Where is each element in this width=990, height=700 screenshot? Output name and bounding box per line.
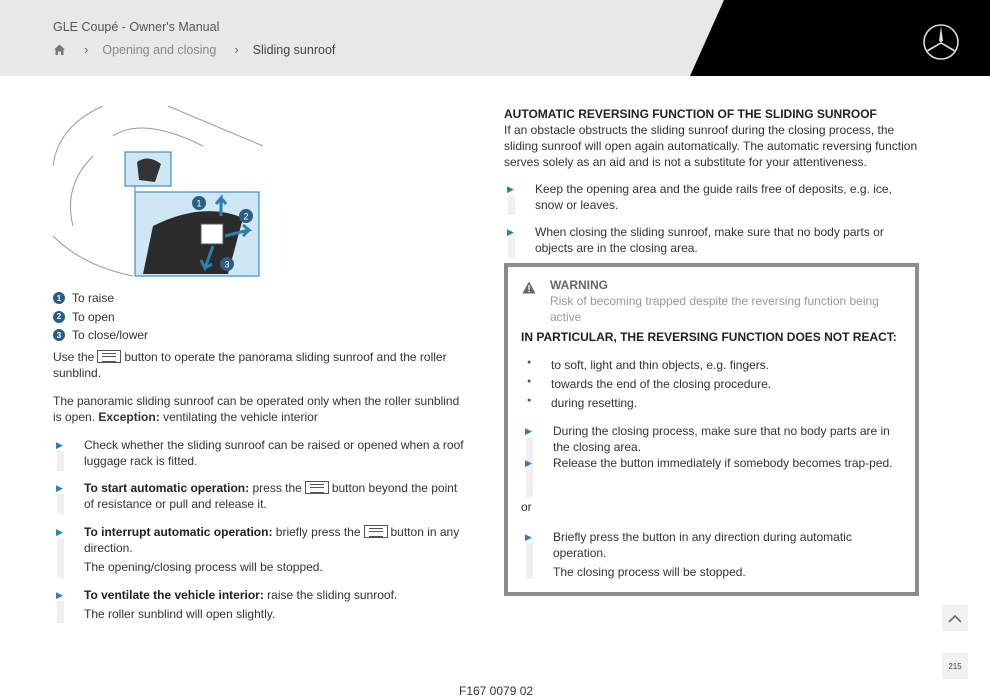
bullet-bar bbox=[57, 601, 64, 623]
arrow-icon: ▶ bbox=[525, 426, 532, 436]
page-badge-button[interactable] bbox=[942, 653, 968, 679]
list-item bbox=[56, 587, 468, 622]
usage-text: Use the bbox=[53, 350, 95, 364]
breadcrumb-current: Sliding sunroof bbox=[252, 42, 336, 57]
manual-title: GLE Coupé - Owner's Manual bbox=[53, 20, 220, 34]
warning-heading: IN PARTICULAR, THE REVERSING FUNCTION DOES NOT REACT: bbox=[521, 330, 897, 344]
list-item bbox=[525, 423, 893, 455]
step-text: Release the button immediately if somebody becomes trap-ped. bbox=[553, 456, 893, 470]
bullet-text: When closing the sliding sunroof, make sure that no body parts or objects are in the closing area. bbox=[535, 225, 884, 256]
page-badge: 215 bbox=[948, 661, 962, 671]
arrow-icon: ▶ bbox=[525, 532, 532, 542]
list-item: ● during resetting. bbox=[551, 396, 637, 410]
panoramic-text: The panoramic sliding sunroof can be operated only when the roller sunblind is open. bbox=[53, 394, 460, 425]
interrupt-label: To interrupt automatic operation: bbox=[84, 525, 273, 539]
arrow-icon: ▶ bbox=[507, 227, 514, 237]
bullet-bar bbox=[57, 538, 64, 578]
number-badge: 2 bbox=[53, 311, 65, 323]
exception-text: ventilating the vehicle interior bbox=[163, 410, 318, 425]
legend-label: To raise bbox=[72, 291, 115, 306]
bullet-bar bbox=[508, 238, 515, 258]
bullet-bar bbox=[526, 543, 533, 579]
figure-code: F167 0079 02 bbox=[459, 684, 534, 698]
chevron-right-icon: › bbox=[84, 42, 89, 57]
legend-label: To open bbox=[72, 309, 115, 324]
svg-text:3: 3 bbox=[224, 259, 230, 270]
list-item: ● towards the end of the closing procedure. bbox=[551, 377, 771, 391]
interrupt-text: briefly press the bbox=[275, 525, 361, 539]
svg-text:2: 2 bbox=[243, 211, 249, 222]
bullet-bar bbox=[57, 451, 64, 471]
legend-label: To close/lower bbox=[72, 328, 149, 343]
or-label: or bbox=[521, 500, 532, 514]
legend-item bbox=[53, 289, 148, 308]
start-text: button beyond the point of resistance or pull and release it. bbox=[84, 481, 458, 512]
ventilate-text: raise the sliding sunroof. bbox=[267, 588, 398, 602]
section-heading: AUTOMATIC REVERSING FUNCTION OF THE SLIDING SUNROOF bbox=[504, 107, 877, 121]
panoramic-paragraph bbox=[53, 393, 468, 425]
legend-item bbox=[53, 326, 148, 345]
start-label: To start automatic operation: bbox=[84, 481, 250, 495]
arrow-icon: ▶ bbox=[56, 590, 63, 600]
breadcrumb bbox=[53, 42, 335, 57]
arrow-icon: ▶ bbox=[56, 527, 63, 537]
sunroof-button-icon bbox=[364, 525, 388, 538]
number-badge: 3 bbox=[53, 329, 65, 341]
bullet-bar bbox=[57, 494, 64, 514]
arrow-icon: ▶ bbox=[525, 458, 532, 468]
scroll-top-button[interactable] bbox=[942, 605, 968, 631]
step-result: The closing process will be stopped. bbox=[553, 565, 746, 580]
intro-paragraph: If an obstacle obstructs the sliding sunroof during the closing process, the sliding sunroof will open again automatically. The automatic reversing function serves solely as an aid and is not a substitute for your attentiveness. bbox=[504, 123, 918, 170]
usage-paragraph bbox=[53, 349, 468, 381]
ventilate-result: The roller sunblind will open slightly. bbox=[84, 607, 276, 622]
arrow-icon: ▶ bbox=[507, 184, 514, 194]
number-badge: 1 bbox=[53, 292, 65, 304]
list-item bbox=[507, 181, 920, 213]
check-text: Check whether the sliding sunroof can be raised or opened when a roof luggage rack is fitted. bbox=[84, 438, 464, 469]
step-text: Briefly press the button in any direction during automatic operation. bbox=[553, 530, 852, 561]
list-item: ● to soft, light and thin objects, e.g. fingers. bbox=[551, 358, 769, 372]
start-text: press the bbox=[252, 481, 302, 495]
list-item bbox=[56, 524, 468, 576]
list-item bbox=[525, 455, 893, 471]
home-icon[interactable] bbox=[53, 43, 66, 56]
bullet-bar bbox=[508, 195, 515, 215]
chevron-right-icon: › bbox=[234, 42, 239, 57]
exception-label: Exception: bbox=[98, 410, 160, 425]
legend-item bbox=[53, 308, 148, 327]
breadcrumb-opening-closing[interactable]: Opening and closing bbox=[102, 42, 217, 57]
arrow-icon: ▶ bbox=[56, 440, 63, 450]
list-item bbox=[525, 529, 893, 581]
interrupt-result: The opening/closing process will be stopped. bbox=[84, 560, 323, 575]
interrupt-text: button in any direction. bbox=[84, 525, 460, 556]
warning-subtitle: Risk of becoming trapped despite the reversing function being active bbox=[550, 294, 879, 324]
mercedes-star-logo[interactable] bbox=[922, 23, 960, 61]
arrow-icon: ▶ bbox=[56, 483, 63, 493]
sunroof-button-icon bbox=[97, 350, 121, 363]
list-item bbox=[507, 224, 920, 256]
chevron-up-icon bbox=[948, 614, 962, 623]
usage-text: button to operate the panorama sliding sunroof and the roller sunblind. bbox=[53, 350, 447, 381]
sunroof-button-icon bbox=[305, 481, 329, 494]
ventilate-label: To ventilate the vehicle interior: bbox=[84, 588, 264, 602]
list-item bbox=[56, 437, 468, 469]
warning-title: WARNING bbox=[550, 278, 608, 292]
illustration-legend bbox=[53, 289, 148, 345]
list-item bbox=[56, 480, 468, 512]
step-text: During the closing process, make sure that no body parts are in the closing area. bbox=[553, 424, 890, 455]
sunroof-switch-illustration bbox=[53, 106, 263, 278]
bullet-text: Keep the opening area and the guide rails free of deposits, e.g. ice, snow or leaves. bbox=[535, 182, 892, 213]
svg-text:1: 1 bbox=[196, 198, 202, 209]
warning-triangle-icon bbox=[522, 281, 536, 294]
